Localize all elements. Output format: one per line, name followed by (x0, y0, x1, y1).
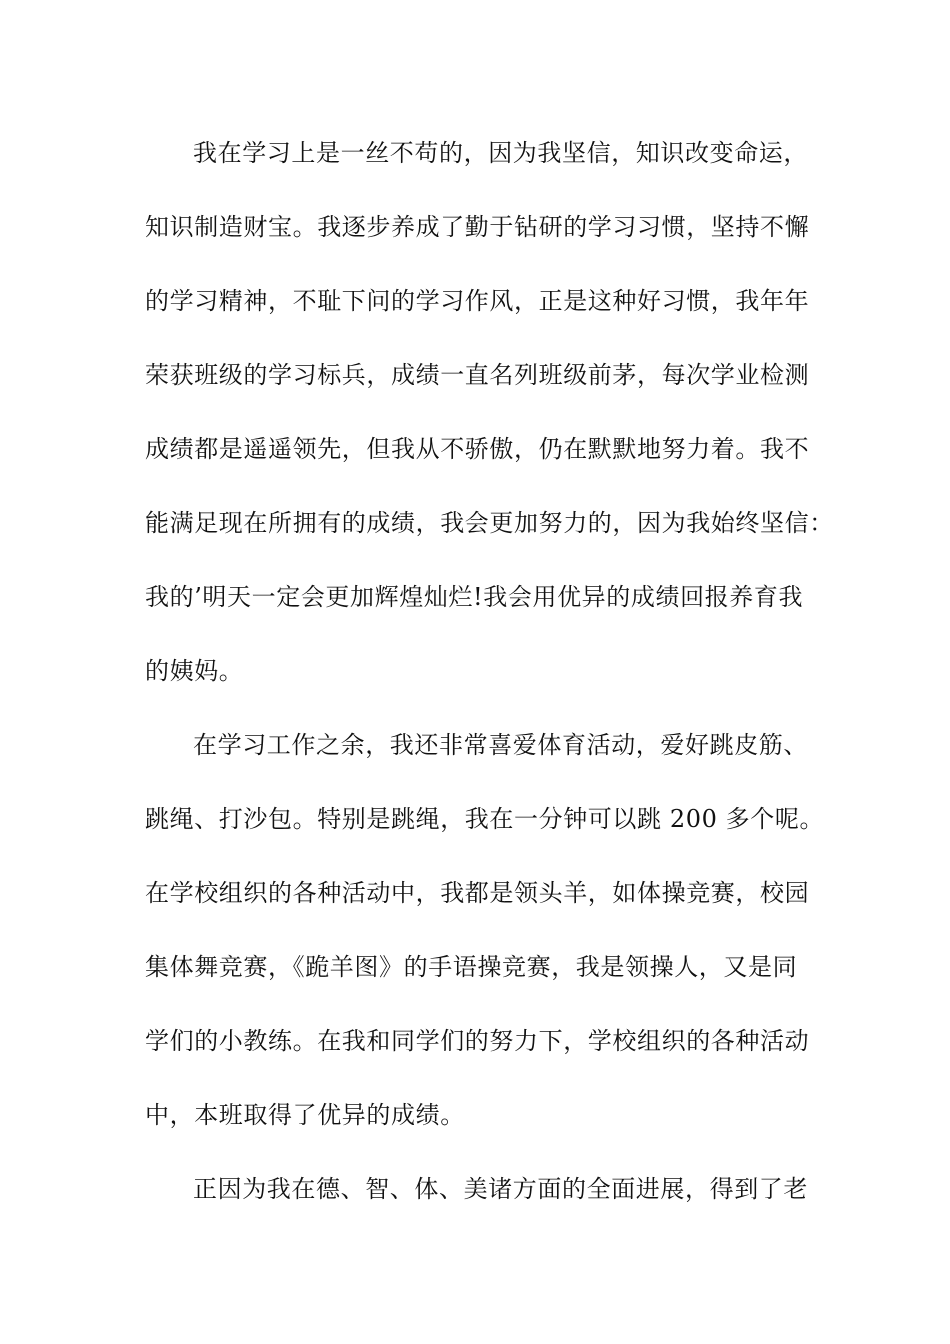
paragraph-1-line-5: 成绩都是遥遥领先，但我从不骄傲，仍在默默地努力着。我不 (145, 435, 810, 463)
paragraph-1-line-6: 能满足现在所拥有的成绩，我会更加努力的，因为我始终坚信： (145, 509, 834, 537)
paragraph-1-line-3: 的学习精神，不耻下问的学习作风，正是这种好习惯，我年年 (145, 287, 810, 315)
paragraph-2-line-3: 在学校组织的各种活动中，我都是领头羊，如体操竞赛，校园 (145, 879, 810, 907)
paragraph-1-line-1: 我在学习上是一丝不苟的，因为我坚信，知识改变命运， (193, 139, 808, 167)
paragraph-1-line-8: 的姨妈。 (145, 657, 244, 685)
paragraph-2-line-5: 学们的小教练。在我和同学们的努力下，学校组织的各种活动 (145, 1027, 810, 1055)
paragraph-1-line-7: 我的’明天一定会更加辉煌灿烂!我会用优异的成绩回报养育我 (145, 583, 804, 611)
paragraph-2-line-1: 在学习工作之余，我还非常喜爱体育活动，爱好跳皮筋、 (193, 731, 808, 759)
paragraph-3-line-1: 正因为我在德、智、体、美诸方面的全面进展，得到了老 (193, 1175, 808, 1203)
paragraph-1-line-4: 荣获班级的学习标兵，成绩一直名列班级前茅，每次学业检测 (145, 361, 810, 389)
paragraph-2-line-6: 中，本班取得了优异的成绩。 (145, 1101, 465, 1129)
paragraph-2-line-2: 跳绳、打沙包。特别是跳绳，我在一分钟可以跳 200 多个呢。 (145, 805, 825, 833)
paragraph-1-line-2: 知识制造财宝。我逐步养成了勤于钻研的学习习惯，坚持不懈 (145, 213, 810, 241)
paragraph-2-line-4: 集体舞竞赛，《跪羊图》的手语操竞赛，我是领操人，又是同 (145, 953, 798, 981)
